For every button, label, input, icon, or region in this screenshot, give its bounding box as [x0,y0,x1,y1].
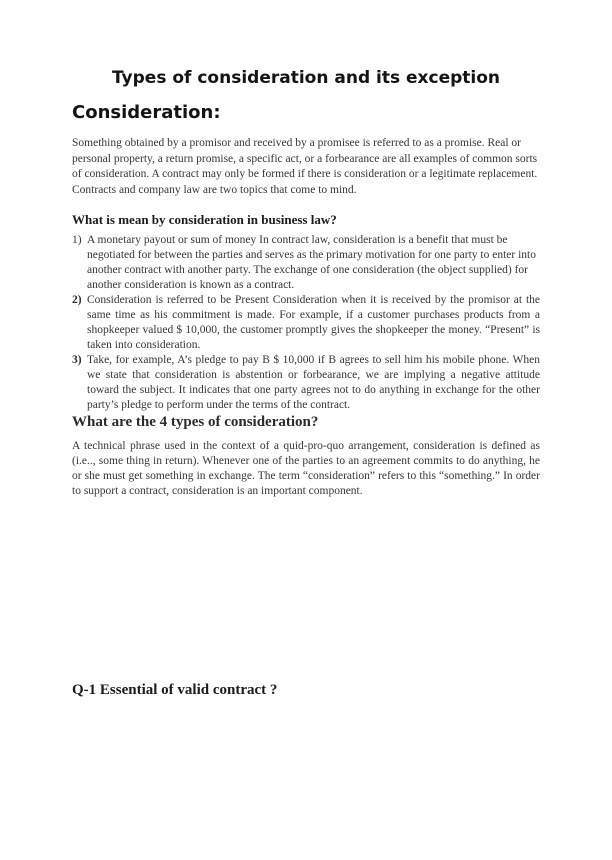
list-item-number: 2) [72,294,82,306]
question-heading: Q-1 Essential of valid contract ? [72,682,278,698]
list-item [72,293,540,353]
document-page [0,68,612,860]
list-item-text: A monetary payout or sum of money In contract law, consideration is a benefit that must be negotiated for between the parties and serves as the primary motivation for one party to enter into another contract with another party. The exchange of one consideration (the object supplied) for another consideration is known as a contract. [87,234,536,291]
list-item-text: Consideration is referred to be Present Consideration when it is received by the promisor at the same time as his commitment is made. For example, if a customer purchases products from a shopkeeper valued $ 10,000, the customer promptly gives the shopkeeper the money. “Present” is taken into consideration. [87,294,540,351]
list-item [72,353,540,413]
consideration-heading: Consideration: [72,102,221,123]
list-item-text: Take, for example, A’s pledge to pay B $ 10,000 if B agrees to sell him his mobile phone. When we state that consideration is abstention or forbearance, we are implying a negative attitude toward the subject. It indicates that one party agrees not to do anything in exchange for the other party’s pledge to perform under the terms of the contract. [87,354,540,411]
document-title: Types of consideration and its exception [111,68,501,88]
four-types-paragraph: A technical phrase used in the context of a quid-pro-quo arrangement, consideration is defined as (i.e.., some thing in return). Whenever one of the parties to an agreement commits to do anything, he or she must get something in exchange. The term “consideration” refers to this “something.” In order to support a contract, consideration is an important component. [72,440,540,497]
list-item-number: 3) [72,354,82,366]
numbered-list [72,233,540,413]
four-types-heading: What are the 4 types of consideration? [72,414,319,430]
list-item [72,233,540,293]
business-law-heading: What is mean by consideration in business law? [72,212,337,227]
list-item-number: 1) [72,234,82,246]
consideration-paragraph: Something obtained by a promisor and received by a promisee is referred to as a promise. Real or personal property, a return promise, a specific act, or a forbearance are all examples of common sorts of consideration. A contract may only be formed if there is consideration or a legitimate replacement. Contracts and company law are two topics that come to mind. [72,137,538,196]
